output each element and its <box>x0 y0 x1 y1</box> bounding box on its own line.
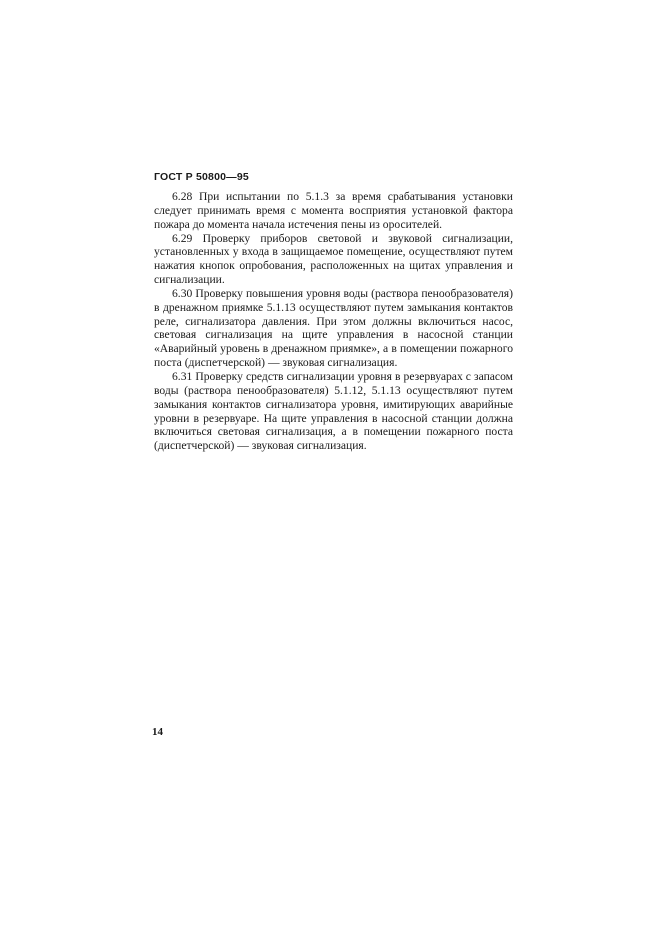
paragraph-6-28: 6.28 При испытании по 5.1.3 за время срабатывания установки следует принимать время с момента восприятия установкой фактора пожара до момента начала истечения пены из оросителей. <box>154 190 513 231</box>
paragraph-6-30: 6.30 Проверку повышения уровня воды (раствора пенообразователя) в дренажном приямке 5.1.13 осуществляют путем замыкания контактов реле, сигнализатора давления. При этом должны включиться насос, световая сигнализация на щите управления в насосной станции «Аварийный уровень в дренажном приямке», а в помещении пожарного поста (диспетчерской) — звуковая сигнализация. <box>154 286 513 370</box>
paragraph-6-29: 6.29 Проверку приборов световой и звуковой сигнализации, установленных у входа в защищаемое помещение, осуществляют путем нажатия кнопок опробования, расположенных на щитах управления и сигнализации. <box>154 231 513 287</box>
paragraph-6-31: 6.31 Проверку средств сигнализации уровня в резервуарах с запасом воды (раствора пенообразователя) 5.1.12, 5.1.13 осуществляют путем замыкания контактов сигнализатора уровня, имитирующих аварийные уровни в резервуаре. На щите управления в насосной станции должна включиться световая сигнализация, а в помещении пожарного поста (диспетчерской) — звуковая сигнализация. <box>154 369 513 453</box>
document-header: ГОСТ Р 50800—95 <box>154 171 249 183</box>
page-number: 14 <box>152 726 163 738</box>
body-text <box>154 190 513 453</box>
